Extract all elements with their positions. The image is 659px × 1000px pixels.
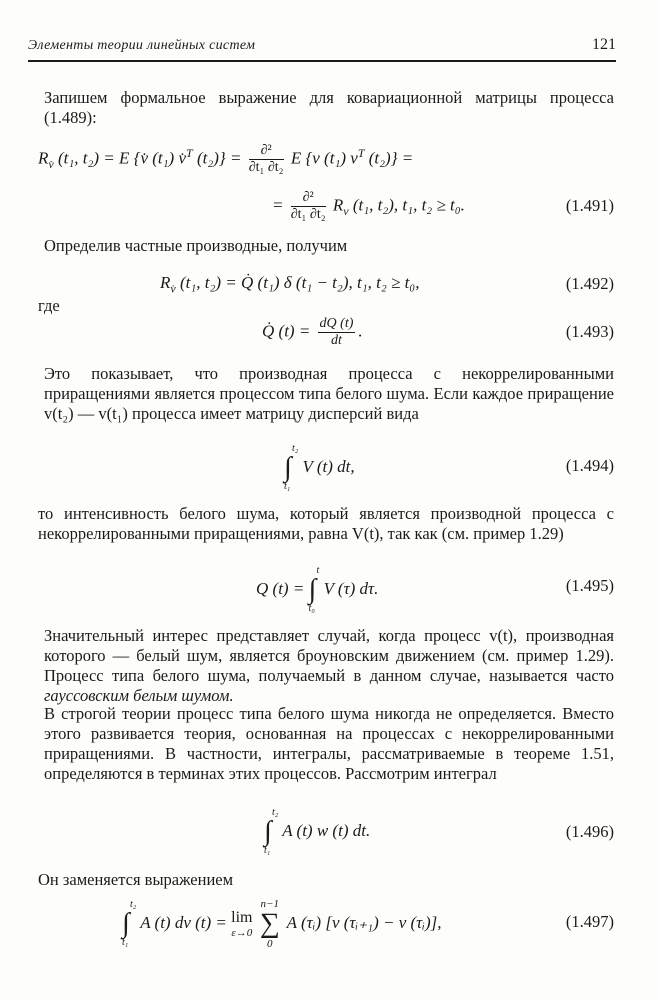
equation-number-1497: (1.497) [565, 912, 614, 931]
equation-1491-line2: = $\frac{\text{∂²}}{\text{∂t₁ ∂t₂}}$ $R_v$ (t₁, t₂), t₁, t₂ ≥ t₀. [272, 190, 465, 222]
equation-1493: Q̇ (t) = $\frac{dQ (t)}{dt}$ . [262, 316, 363, 348]
where-word: где [38, 296, 60, 315]
equation-number-1491: (1.491) [565, 196, 614, 215]
running-header [28, 36, 616, 62]
paragraph-derivatives: Определив частные производные, получим [44, 236, 348, 255]
equation-number-1495: (1.495) [565, 576, 614, 595]
page-number: 121 [592, 36, 616, 53]
equation-number-1492: (1.492) [565, 274, 614, 293]
equation-1497: t₂ ∫ t₁ A (t) dv (t) = lim ε→0 n−1 ∑ 0 A (τᵢ) [v (τᵢ₊₁) − v (τᵢ)], [122, 898, 442, 950]
paragraph-intensity: то интенсивность белого шума, который является производной процесса с некоррелированными приращениями, равна V(t), так как (см. пример 1.29) [38, 504, 614, 543]
equation-1494: t₂ ∫ t₁ V (t) dt, [284, 443, 355, 492]
equation-1496: t₂ ∫ t₁ A (t) w (t) dt. [264, 807, 371, 856]
paragraph-brownian: Значительный интерес представляет случай, когда процесс v(t), производная которого — белый шум, является броуновским движением (см. пример 1.29). Процесс типа белого шума, получаемый в данном случае, называется часто гауссовским белым шумом. [44, 626, 614, 705]
header-title: Элементы теории линейных систем [28, 38, 256, 53]
equation-number-1494: (1.494) [565, 456, 614, 475]
paragraph-replaced: Он заменяется выражением [38, 870, 234, 889]
equation-1491-line1: $R_{v̇}$ (t₁, t₂) = E {v̇ (t₁) v̇$^T$ (t₂)} = $\frac{\text{∂²}}{\text{∂t₁ ∂t₂}}$ E {v (t₁) $v^T$ (t₂)} = [38, 143, 414, 176]
equation-number-1496: (1.496) [565, 822, 614, 841]
equation-number-1493: (1.493) [565, 322, 614, 341]
paragraph-strict-theory: В строгой теории процесс типа белого шума никогда не определяется. Вместо этого развивается теория, основанная на процессах с некоррелированными приращениями. В частности, интегралы, рассматриваемые в теореме 1.51, определяются в терминах этих процессов. Рассмотрим интеграл [44, 704, 614, 783]
equation-1495: Q (t) = t ∫ t₀ V (τ) dτ. [256, 565, 379, 614]
paragraph-intro: Запишем формальное выражение для ковариационной матрицы процесса (1.489): [44, 88, 614, 127]
paragraph-white-noise: Это показывает, что производная процесса с некоррелированными приращениями является процессом типа белого шума. Если каждое приращение v(t₂) — v(t₁) процесса имеет матрицу дисперсий вида [44, 364, 614, 423]
equation-1492: $R_{v̇}$ (t₁, t₂) = Q̇ (t₁) δ (t₁ − t₂), t₁, t₂ ≥ t₀, [160, 273, 420, 296]
